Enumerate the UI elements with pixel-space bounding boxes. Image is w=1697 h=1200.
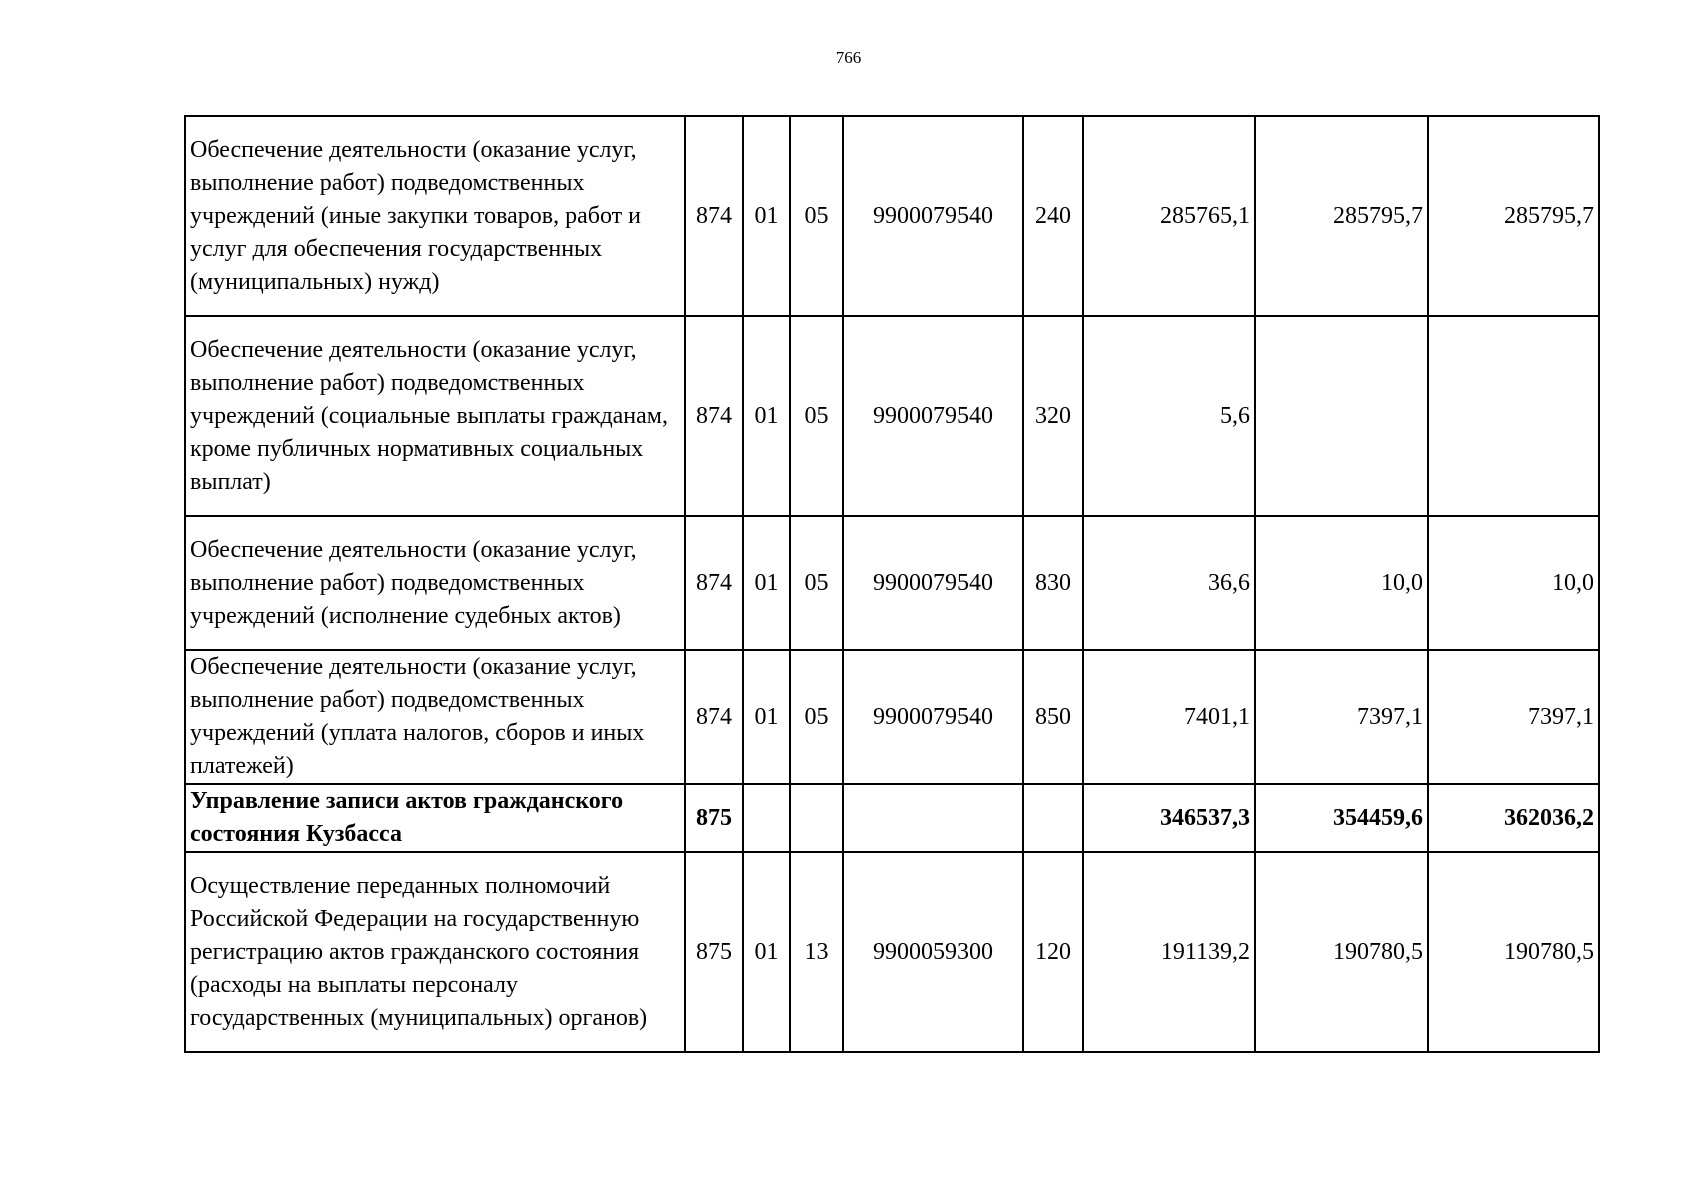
budget-table (184, 115, 1600, 1053)
row-target: 9900079540 (843, 650, 1023, 784)
row-section (743, 784, 790, 852)
row-subsection: 05 (790, 316, 843, 516)
row-subsection (790, 784, 843, 852)
row-target: 9900079540 (843, 516, 1023, 650)
row-code: 875 (685, 852, 743, 1052)
row-subsection: 05 (790, 516, 843, 650)
row-year2: 7397,1 (1255, 650, 1428, 784)
row-section: 01 (743, 852, 790, 1052)
row-year1: 346537,3 (1083, 784, 1255, 852)
row-target: 9900059300 (843, 852, 1023, 1052)
row-expense-type: 240 (1023, 116, 1083, 316)
row-target: 9900079540 (843, 316, 1023, 516)
row-year1: 285765,1 (1083, 116, 1255, 316)
table-row (185, 650, 1599, 784)
row-section: 01 (743, 316, 790, 516)
row-year1: 5,6 (1083, 316, 1255, 516)
row-year3: 10,0 (1428, 516, 1599, 650)
row-name: Обеспечение деятельности (оказание услуг, выполнение работ) подведомственных учреждений (уплата налогов, сборов и иных платежей) (185, 650, 685, 784)
row-year3: 190780,5 (1428, 852, 1599, 1052)
row-expense-type (1023, 784, 1083, 852)
row-section: 01 (743, 116, 790, 316)
row-expense-type: 830 (1023, 516, 1083, 650)
row-year2: 354459,6 (1255, 784, 1428, 852)
row-subsection: 05 (790, 650, 843, 784)
row-name: Управление записи актов гражданского состояния Кузбасса (185, 784, 685, 852)
row-target: 9900079540 (843, 116, 1023, 316)
table-row-total (185, 784, 1599, 852)
table-row (185, 516, 1599, 650)
row-name: Осуществление переданных полномочий Российской Федерации на государственную регистрацию актов гражданского состояния (расходы на выплаты персоналу государственных (муниципальных) органов) (185, 852, 685, 1052)
row-subsection: 13 (790, 852, 843, 1052)
table-row (185, 316, 1599, 516)
row-section: 01 (743, 516, 790, 650)
row-name: Обеспечение деятельности (оказание услуг, выполнение работ) подведомственных учреждений (иные закупки товаров, работ и услуг для обеспечения государственных (муниципальных) нужд) (185, 116, 685, 316)
row-year1: 191139,2 (1083, 852, 1255, 1052)
row-year2: 285795,7 (1255, 116, 1428, 316)
row-year2 (1255, 316, 1428, 516)
row-name: Обеспечение деятельности (оказание услуг, выполнение работ) подведомственных учреждений (исполнение судебных актов) (185, 516, 685, 650)
row-year2: 10,0 (1255, 516, 1428, 650)
row-year3 (1428, 316, 1599, 516)
row-code: 875 (685, 784, 743, 852)
row-target (843, 784, 1023, 852)
row-code: 874 (685, 116, 743, 316)
row-year1: 36,6 (1083, 516, 1255, 650)
table-row (185, 116, 1599, 316)
row-year2: 190780,5 (1255, 852, 1428, 1052)
row-code: 874 (685, 650, 743, 784)
row-expense-type: 320 (1023, 316, 1083, 516)
page-number: 766 (835, 48, 862, 67)
row-year3: 7397,1 (1428, 650, 1599, 784)
row-expense-type: 850 (1023, 650, 1083, 784)
row-year1: 7401,1 (1083, 650, 1255, 784)
row-section: 01 (743, 650, 790, 784)
table-row (185, 852, 1599, 1052)
row-year3: 285795,7 (1428, 116, 1599, 316)
row-code: 874 (685, 316, 743, 516)
row-code: 874 (685, 516, 743, 650)
row-year3: 362036,2 (1428, 784, 1599, 852)
row-subsection: 05 (790, 116, 843, 316)
row-expense-type: 120 (1023, 852, 1083, 1052)
row-name: Обеспечение деятельности (оказание услуг, выполнение работ) подведомственных учреждений (социальные выплаты гражданам, кроме публичных нормативных социальных выплат) (185, 316, 685, 516)
